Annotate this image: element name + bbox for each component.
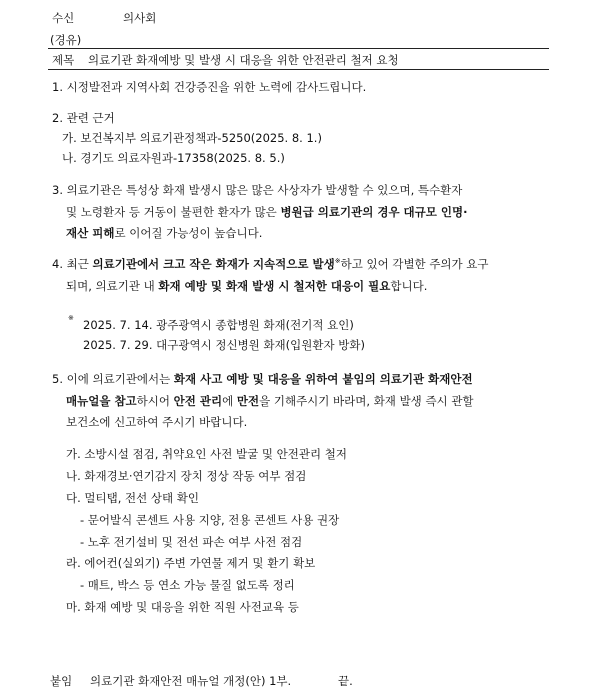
- paragraph-4-text: 하고 있어 각별한 주의가 요구: [340, 257, 489, 271]
- paragraph-3-text: 및 노령환자 등 거동이 불편한 환자가 많은: [66, 205, 281, 219]
- attachment-link[interactable]: 의료기관 화재안전 매뉴얼 개정(안) 1부.: [90, 674, 292, 688]
- note-2: 2025. 7. 29. 대구광역시 정신병원 화재(입원환자 방화): [83, 338, 365, 352]
- paragraph-4-emphasis: 의료기관에서 크고 작은 화재가 지속적으로 발생: [92, 257, 335, 271]
- paragraph-5-text: 을 기해주시기 바라며, 화재 발생 즉시 관할: [259, 394, 474, 408]
- paragraph-4-text: 되며, 의료기관 내: [66, 279, 159, 293]
- paragraph-3-line-1: [52, 182, 548, 198]
- paragraph-5-line-1: [52, 371, 473, 387]
- paragraph-3-emphasis: 재산 피해: [66, 226, 115, 240]
- paragraph-4-text: 합니다.: [390, 279, 428, 293]
- paragraph-3-emphasis: 병원급 의료기관의 경우 대규모 인명·: [280, 205, 468, 219]
- recipient-label: 수신: [52, 11, 75, 25]
- paragraph-4-line-1: [52, 256, 489, 272]
- footnote-mark: ※: [334, 257, 341, 266]
- paragraph-5-line-2: [66, 393, 474, 409]
- item-da-sub-1: - 문어발식 콘센트 사용 지양, 전용 콘센트 사용 권장: [80, 513, 340, 527]
- item-ra: 라. 에어컨(실외기) 주변 가연물 제거 및 환기 확보: [66, 556, 316, 570]
- paragraph-3-line-3: [66, 225, 262, 241]
- item-da: 다. 멀티탭, 전선 상태 확인: [66, 491, 200, 505]
- subject-value: 의료기관 화재예방 및 발생 시 대응을 위한 안전관리 철저 요청: [88, 53, 399, 67]
- divider-top: [48, 48, 549, 49]
- paragraph-5-text: 하시어: [136, 394, 174, 408]
- paragraph-3-text: 3. 의료기관은 특성상 화재 발생시 많은 많은 사상자가 발생할 수 있으며, 특수환자: [52, 183, 463, 197]
- paragraph-5-line-3: 보건소에 신고하여 주시기 바랍니다.: [66, 415, 248, 429]
- item-ma: 마. 화재 예방 및 대응을 위한 직원 사전교육 등: [66, 600, 299, 614]
- paragraph-2-title: 2. 관련 근거: [52, 111, 115, 125]
- item-ra-sub-1: - 매트, 박스 등 연소 가능 물질 없도록 정리: [80, 578, 295, 592]
- paragraph-4-text: 4. 최근: [52, 257, 93, 271]
- note-1: 2025. 7. 14. 광주광역시 종합병원 화재(전기적 요인): [83, 318, 354, 332]
- paragraph-4-line-2: [66, 278, 427, 294]
- paragraph-3-text: 로 이어질 가능성이 높습니다.: [114, 226, 263, 240]
- paragraph-5-text: 에: [222, 394, 237, 408]
- via-label: (경유): [50, 33, 82, 47]
- subject-label: 제목: [52, 53, 75, 67]
- attachment-label: 붙임: [50, 674, 73, 688]
- item-da-sub-2: - 노후 전기설비 및 전선 파손 여부 사전 점검: [80, 535, 303, 549]
- note-mark: ※: [68, 314, 74, 322]
- paragraph-1: 1. 시정발전과 지역사회 건강증진을 위한 노력에 감사드립니다.: [52, 80, 367, 94]
- divider-bottom: [48, 69, 549, 70]
- paragraph-5-text: 5. 이에 의료기관에서는: [52, 372, 174, 386]
- end-mark: 끝.: [338, 674, 353, 688]
- paragraph-2-item-a: 가. 보건복지부 의료기관정책과-5250(2025. 8. 1.): [62, 131, 322, 145]
- paragraph-5-emphasis: 매뉴얼을 참고: [66, 394, 137, 408]
- paragraph-2-item-b: 나. 경기도 의료자원과-17358(2025. 8. 5.): [62, 151, 285, 165]
- paragraph-5-emphasis: 만전: [236, 394, 260, 408]
- paragraph-5-emphasis: 안전 관리: [173, 394, 223, 408]
- paragraph-5-emphasis: 화재 사고 예방 및 대응을 위하여 붙임의 의료기관 화재안전: [173, 372, 473, 386]
- paragraph-3-line-2: [66, 204, 467, 220]
- item-ga: 가. 소방시설 점검, 취약요인 사전 발굴 및 안전관리 철저: [66, 447, 347, 461]
- recipient-value: 의사회: [123, 11, 157, 25]
- item-na: 나. 화재경보·연기감지 장치 정상 작동 여부 점검: [66, 469, 307, 483]
- paragraph-4-emphasis: 화재 예방 및 화재 발생 시 철저한 대응이 필요: [158, 279, 391, 293]
